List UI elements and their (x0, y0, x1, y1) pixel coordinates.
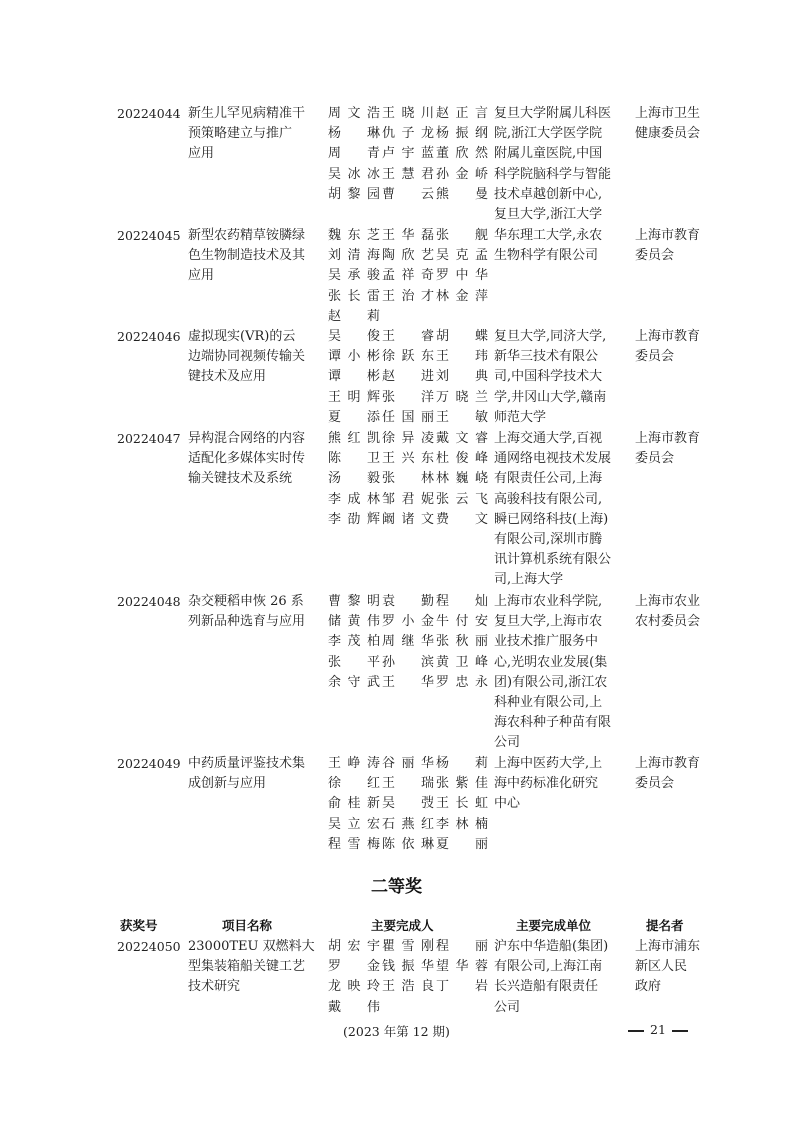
contributor-name: 杨振纲 (436, 126, 488, 142)
nominator-line: 委员会 (635, 349, 675, 365)
contributor-name: 陈依琳 (382, 836, 434, 852)
contributor-name: 林金萍 (436, 288, 488, 304)
nominator-line: 上海市教育 (635, 756, 701, 771)
contributor-name: 杨 莉 (436, 756, 488, 771)
contributors-line (328, 815, 488, 835)
award-number: 20224046 (117, 329, 181, 344)
contributors-line (328, 510, 488, 530)
contributor-name: 储黄伟 (328, 614, 380, 630)
contributors-line (328, 307, 488, 327)
contributor-name: 石燕红 (382, 816, 434, 832)
contributor-name: 王华磊 (382, 228, 434, 243)
project-name-line: 异构混合网络的内容 (188, 431, 306, 446)
contributors-line (328, 490, 488, 510)
contributor-name: 孙 滨 (382, 654, 434, 670)
contributor-name: 熊红凯 (328, 431, 380, 446)
completion-units-line: 公司 (494, 735, 521, 751)
project-name (188, 592, 316, 632)
project-name (188, 754, 316, 794)
contributor-name: 瞿雪刚 (382, 939, 434, 954)
nominator-line: 上海市教育 (635, 431, 701, 446)
contributor-name: 张 舰 (436, 228, 488, 243)
contributors-line (328, 835, 488, 855)
completion-units-line: 复旦大学,同济大学, (494, 329, 607, 344)
contributors-line (328, 429, 488, 449)
completion-units (494, 937, 625, 1018)
contributor-name: 张 平 (328, 654, 380, 670)
project-name (188, 937, 316, 998)
contributor-name: 费 文 (436, 511, 488, 527)
contributor-name: 汤 毅 (328, 471, 380, 487)
contributors-line (328, 794, 488, 814)
contributors-line (328, 408, 488, 428)
contributor-name: 刘清海 (328, 248, 380, 264)
project-name-line: 虚拟现实(VR)的云 (188, 329, 296, 344)
issue-label: (2023 年第 12 期) (343, 1024, 450, 1039)
contributors-line (328, 327, 488, 347)
contributor-name: 吴立宏 (328, 816, 380, 832)
contributor-name: 卢宇蓝 (382, 146, 434, 162)
contributor-name: 杨 琳 (328, 126, 380, 142)
contributor-name: 王 敏 (436, 409, 488, 425)
contributor-name: 周 青 (328, 146, 380, 162)
contributor-name: 熊 曼 (436, 186, 488, 202)
contributor-name: 丁 岩 (436, 979, 488, 995)
contributor-name: 刘 典 (436, 369, 488, 385)
nominator-line: 健康委员会 (635, 126, 701, 142)
completion-units-line: 上海中医药大学,上 (494, 756, 603, 771)
nominator-line: 上海市教育 (635, 228, 701, 243)
project-name-line: 输关键技术及系统 (188, 471, 293, 487)
project-name-line: 键技术及应用 (188, 369, 267, 385)
contributors-line (328, 246, 488, 266)
contributor-name: 邹君妮 (382, 491, 434, 507)
nominator-line: 委员会 (635, 451, 675, 467)
contributor-name: 王峥涛 (328, 756, 380, 771)
project-name (188, 104, 316, 165)
contributors-line (328, 144, 488, 164)
nominator (635, 937, 707, 998)
contributor-name: 陈 卫 (328, 451, 380, 467)
contributors-line (328, 957, 488, 977)
contributor-name: 王晓川 (382, 106, 434, 121)
contributor-name: 吴克孟 (436, 248, 488, 264)
contributor-name: 望华蓉 (436, 959, 488, 975)
contributor-name: 王 睿 (382, 329, 434, 344)
contributors-line (328, 612, 488, 632)
completion-units-line: 华东理工大学,永农 (494, 228, 603, 243)
completion-units-line: 上海市农业科学院, (494, 594, 603, 609)
nominator (635, 429, 707, 469)
completion-units-line: 通网络电视技术发展 (494, 451, 612, 467)
award-number: 20224049 (117, 756, 181, 771)
contributors-line (328, 165, 488, 185)
project-name-line: 边端协同视频传输关 (188, 349, 306, 365)
nominator-line: 上海市农业 (635, 594, 701, 609)
completion-units-line: 公司 (494, 999, 521, 1015)
contributor-name: 魏东芝 (328, 228, 380, 243)
section-title-second-prize: 二等奖 (371, 877, 422, 897)
completion-units-line: 司,上海大学 (494, 572, 564, 588)
contributor-name: 王明辉 (328, 389, 380, 405)
contributor-name: 程 丽 (436, 939, 488, 954)
contributor-name: 张长雷 (328, 288, 380, 304)
award-number: 20224050 (117, 939, 181, 954)
contributor-name: 徐 红 (328, 776, 380, 792)
completion-units (494, 592, 625, 754)
contributors-line (328, 977, 488, 997)
contributor-name: 林巍峣 (436, 471, 488, 487)
completion-units-line: 瞬已网络科技(上海) (494, 511, 609, 527)
contributors-line (328, 998, 488, 1018)
completion-units-line: 附属儿童医院,中国 (494, 146, 603, 162)
contributors-line (328, 673, 488, 693)
contributor-name: 吴冰冰 (328, 166, 380, 182)
contributor-name: 吴承骏 (328, 268, 380, 284)
contributors-line (328, 653, 488, 673)
contributors-line (328, 104, 488, 124)
nominator-line: 政府 (635, 979, 662, 995)
contributors-line (328, 388, 488, 408)
project-name-line: 应用 (188, 268, 215, 284)
contributor-name: 程 灿 (436, 594, 488, 609)
contributor-name: 余守武 (328, 674, 380, 690)
contributor-name: 谭小彬 (328, 349, 380, 365)
contributor-name: 程雪梅 (328, 836, 380, 852)
contributor-name: 罗 金 (328, 959, 380, 975)
contributors-line (328, 185, 488, 205)
contributor-name: 牛付安 (436, 614, 488, 630)
contributor-name: 罗忠永 (436, 674, 488, 690)
completion-units-line: 上海交通大学,百视 (494, 431, 603, 446)
page-number-text: 21 (650, 1022, 666, 1037)
contributor-name: 李茂柏 (328, 634, 380, 650)
project-name (188, 327, 316, 388)
nominator-line: 新区人民 (635, 959, 688, 975)
nominator-line: 委员会 (635, 248, 675, 264)
contributor-name: 夏 添 (328, 409, 380, 425)
award-number: 20224048 (117, 594, 181, 609)
contributor-name: 杜俊峰 (436, 451, 488, 467)
contributor-name: 钱振华 (382, 959, 434, 975)
completion-units-line: 沪东中华造船(集团) (494, 939, 609, 954)
contributors-line (328, 774, 488, 794)
contributor-name: 罗小金 (382, 614, 434, 630)
contributor-name: 万晓兰 (436, 389, 488, 405)
contributor-name: 王慧君 (382, 166, 434, 182)
contributors (328, 937, 488, 1018)
contributor-name: 孟祥奇 (382, 268, 434, 284)
contributors-line (328, 937, 488, 957)
project-name (188, 429, 316, 490)
completion-units (494, 429, 625, 591)
contributor-name: 王治才 (382, 288, 434, 304)
completion-units-line: 有限公司,上海江南 (494, 959, 603, 975)
header-nominator: 提名者 (646, 918, 684, 933)
completion-units (494, 327, 625, 428)
contributor-name: 罗中华 (436, 268, 488, 284)
project-name-line: 列新品种选育与应用 (188, 614, 306, 630)
completion-units-line: 海中药标准化研究 (494, 776, 599, 792)
contributor-name: 任国丽 (382, 409, 434, 425)
completion-units-line: 科学院脑科学与智能 (494, 166, 612, 182)
nominator (635, 104, 707, 144)
contributors-line (328, 287, 488, 307)
completion-units-line: 技术卓越创新中心, (494, 186, 603, 202)
page-number (622, 1022, 694, 1037)
project-name-line: 23000TEU 双燃料大 (188, 939, 315, 954)
contributor-name: 谭 彬 (328, 369, 380, 385)
project-name-line: 新生儿罕见病精准干 (188, 106, 306, 121)
contributors (328, 327, 488, 428)
nominator (635, 327, 707, 367)
contributor-name: 王长虹 (436, 796, 488, 812)
project-name-line: 适配化多媒体实时传 (188, 451, 306, 467)
contributor-name: 谷丽华 (382, 756, 434, 771)
contributor-name: 徐异凌 (382, 431, 434, 446)
contributors-line (328, 449, 488, 469)
contributor-name: 夏 丽 (436, 836, 488, 852)
contributor-name: 张秋丽 (436, 634, 488, 650)
contributor-name: 孙金峤 (436, 166, 488, 182)
contributor-name: 周继华 (382, 634, 434, 650)
completion-units-line: 长兴造船有限责任 (494, 979, 599, 995)
contributor-name: 龙映玲 (328, 979, 380, 995)
header-main-units: 主要完成单位 (516, 918, 592, 933)
completion-units-line: 海农科种子种苗有限 (494, 715, 612, 731)
nominator (635, 226, 707, 266)
contributor-name: 戴文睿 (436, 431, 488, 446)
completion-units-line: 有限责任公司,上海 (494, 471, 603, 487)
project-name-line: 杂交粳稻申恢 26 系 (188, 594, 304, 609)
completion-units-line: 中心 (494, 796, 521, 812)
contributors-line (328, 632, 488, 652)
contributor-name: 张云飞 (436, 491, 488, 507)
completion-units-line: 复旦大学,上海市农 (494, 614, 603, 630)
contributor-name: 俞桂新 (328, 796, 380, 812)
contributor-name: 王 华 (382, 674, 434, 690)
completion-units-line: 复旦大学,浙江大学 (494, 207, 603, 223)
contributors (328, 429, 488, 530)
contributor-name: 张 洋 (382, 389, 434, 405)
contributor-name: 曹 云 (382, 186, 434, 202)
award-number: 20224047 (117, 431, 181, 446)
contributors (328, 226, 488, 327)
project-name-line: 新型农药精草铵膦绿 (188, 228, 306, 243)
contributor-name: 吴 俊 (328, 329, 380, 344)
contributor-name: 仇子龙 (382, 126, 434, 142)
project-name-line: 应用 (188, 146, 215, 162)
completion-units-line: 新华三技术有限公 (494, 349, 599, 365)
contributors-line (328, 754, 488, 774)
completion-units-line: 科种业有限公司,上 (494, 695, 603, 711)
contributor-name: 李成林 (328, 491, 380, 507)
completion-units-line: 讯计算机系统有限公 (494, 552, 612, 568)
contributor-name: 周文浩 (328, 106, 380, 121)
contributor-name: 王兴东 (382, 451, 434, 467)
completion-units-line: 团)有限公司,浙江农 (494, 674, 608, 690)
completion-units-line: 生物科学有限公司 (494, 248, 599, 264)
completion-units-line: 心,光明农业发展(集 (494, 654, 608, 670)
nominator (635, 754, 707, 794)
award-number: 20224045 (117, 228, 181, 243)
contributor-name: 袁 勤 (382, 594, 434, 609)
nominator-line: 农村委员会 (635, 614, 701, 630)
completion-units-line: 业技术推广服务中 (494, 634, 599, 650)
contributors-line (328, 226, 488, 246)
contributor-name: 曹黎明 (328, 594, 380, 609)
contributor-name: 王浩良 (382, 979, 434, 995)
contributor-name: 赵 莉 (328, 308, 380, 324)
contributors-line (328, 347, 488, 367)
contributor-name: 董欣然 (436, 146, 488, 162)
completion-units-line: 院,浙江大学医学院 (494, 126, 603, 142)
project-name-line: 技术研究 (188, 979, 241, 995)
contributors (328, 104, 488, 205)
contributor-name: 黄卫峰 (436, 654, 488, 670)
contributors-line (328, 469, 488, 489)
project-name-line: 预策略建立与推广 (188, 126, 293, 142)
contributor-name: 王 瑞 (382, 776, 434, 792)
nominator-line: 上海市浦东 (635, 939, 701, 954)
nominator (635, 592, 707, 632)
contributor-name: 吴 弢 (382, 796, 434, 812)
project-name-line: 成创新与应用 (188, 776, 267, 792)
contributor-name: 戴 伟 (328, 999, 380, 1015)
project-name-line: 中药质量评鉴技术集 (188, 756, 306, 771)
header-award-number: 获奖号 (120, 918, 158, 933)
contributor-name: 陶欣艺 (382, 248, 434, 264)
project-name-line: 色生物制造技术及其 (188, 248, 306, 264)
contributors (328, 754, 488, 855)
project-name (188, 226, 316, 287)
completion-units-line: 学,井冈山大学,赣南 (494, 389, 607, 405)
completion-units-line: 有限公司,深圳市腾 (494, 532, 603, 548)
contributor-name: 赵正言 (436, 106, 488, 121)
dash-right (672, 1030, 688, 1032)
contributor-name: 张 林 (382, 471, 434, 487)
project-name-line: 型集装箱船关键工艺 (188, 959, 306, 975)
contributor-name: 王 玮 (436, 349, 488, 365)
completion-units (494, 104, 625, 225)
completion-units-line: 高骏科技有限公司, (494, 491, 603, 507)
completion-units (494, 754, 625, 815)
award-number: 20224044 (117, 106, 181, 121)
contributor-name: 胡宏宇 (328, 939, 380, 954)
contributor-name: 胡黎园 (328, 186, 380, 202)
nominator-line: 上海市教育 (635, 329, 701, 344)
contributor-name: 徐跃东 (382, 349, 434, 365)
header-project-name: 项目名称 (222, 918, 273, 933)
completion-units (494, 226, 625, 266)
contributor-name: 张紫佳 (436, 776, 488, 792)
nominator-line: 委员会 (635, 776, 675, 792)
dash-left (628, 1030, 644, 1032)
contributor-name: 李林楠 (436, 816, 488, 832)
contributors-line (328, 592, 488, 612)
nominator-line: 上海市卫生 (635, 106, 701, 121)
contributors-line (328, 367, 488, 387)
contributor-name: 阚诸文 (382, 511, 434, 527)
header-main-contributors: 主要完成人 (371, 918, 434, 933)
completion-units-line: 复旦大学附属儿科医 (494, 106, 612, 121)
contributors (328, 592, 488, 693)
completion-units-line: 师范大学 (494, 409, 547, 425)
contributor-name: 李劭辉 (328, 511, 380, 527)
contributors-line (328, 266, 488, 286)
contributor-name: 赵 进 (382, 369, 434, 385)
completion-units-line: 司,中国科学技术大 (494, 369, 603, 385)
contributors-line (328, 124, 488, 144)
contributor-name: 胡 蝶 (436, 329, 488, 344)
